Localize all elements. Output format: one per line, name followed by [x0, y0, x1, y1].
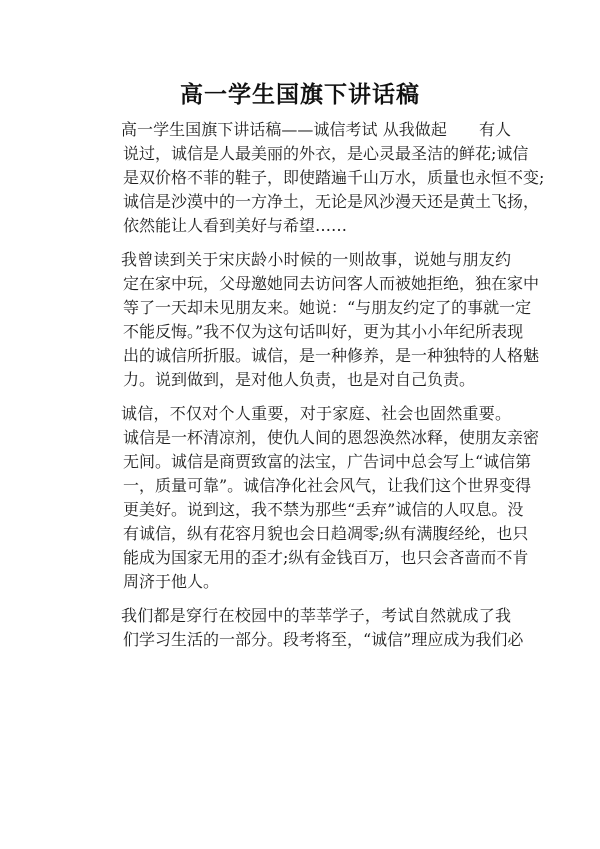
text-line: 我曾读到关于宋庆龄小时候的一则故事，说她与朋友约	[121, 250, 511, 269]
paragraph-4	[91, 604, 524, 652]
text-line: 无间。诚信是商贾致富的法宝，广告词中总会写上“诚信第	[123, 452, 532, 471]
text-line: 高一学生国旗下讲话稿——诚信考试 从我做起 有人	[121, 120, 511, 139]
text-line: 依然能让人看到美好与希望……	[123, 216, 348, 235]
text-line: 一，质量可靠”。诚信净化社会风气，让我们这个世界变得	[123, 476, 532, 495]
text-line: 不能反悔。”我不仅为这句话叫好，更为其小小年纪所表现	[123, 322, 524, 341]
text-line: 等了一天却未见朋友来。她说：“与朋友约定了的事就一定	[123, 298, 532, 317]
text-line: 诚信是沙漠中的一方净土，无论是风沙漫天还是黄土飞扬，	[123, 192, 540, 211]
document-title: 高一学生国旗下讲话稿	[180, 81, 420, 108]
text-line: 是双价格不菲的鞋子，即使踏遍千山万水，质量也永恒不变;	[123, 168, 545, 187]
text-line: 能成为国家无用的歪才;纵有金钱百万，也只会吝啬而不肯	[123, 548, 529, 567]
text-line: 说过，诚信是人最美丽的外衣，是心灵最圣洁的鲜花;诚信	[123, 144, 529, 163]
text-line: 们学习生活的一部分。段考将至，“诚信”理应成为我们必	[123, 630, 524, 649]
text-line: 更美好。说到这，我不禁为那些“丢弃”诚信的人叹息。没	[123, 500, 524, 519]
text-line: 我们都是穿行在校园中的莘莘学子，考试自然就成了我	[121, 606, 511, 625]
text-line: 力。说到做到，是对他人负责，也是对自己负责。	[123, 370, 476, 389]
text-line: 定在家中玩，父母邀她同去访问客人而被她拒绝，独在家中	[123, 274, 540, 293]
text-line: 诚信是一杯清凉剂，使仇人间的恩怨涣然冰释，使朋友亲密	[123, 428, 540, 447]
paragraph-2	[91, 248, 540, 392]
document-body	[91, 118, 545, 652]
paragraph-3	[91, 402, 540, 594]
text-line: 周济于他人。	[123, 572, 220, 591]
paragraph-1	[91, 118, 545, 238]
text-line: 出的诚信所折服。诚信，是一种修养，是一种独特的人格魅	[123, 346, 540, 365]
text-line: 诚信，不仅对个人重要，对于家庭、社会也固然重要。	[121, 404, 511, 423]
text-line: 有诚信，纵有花容月貌也会日趋凋零;纵有满腹经纶，也只	[123, 524, 529, 543]
